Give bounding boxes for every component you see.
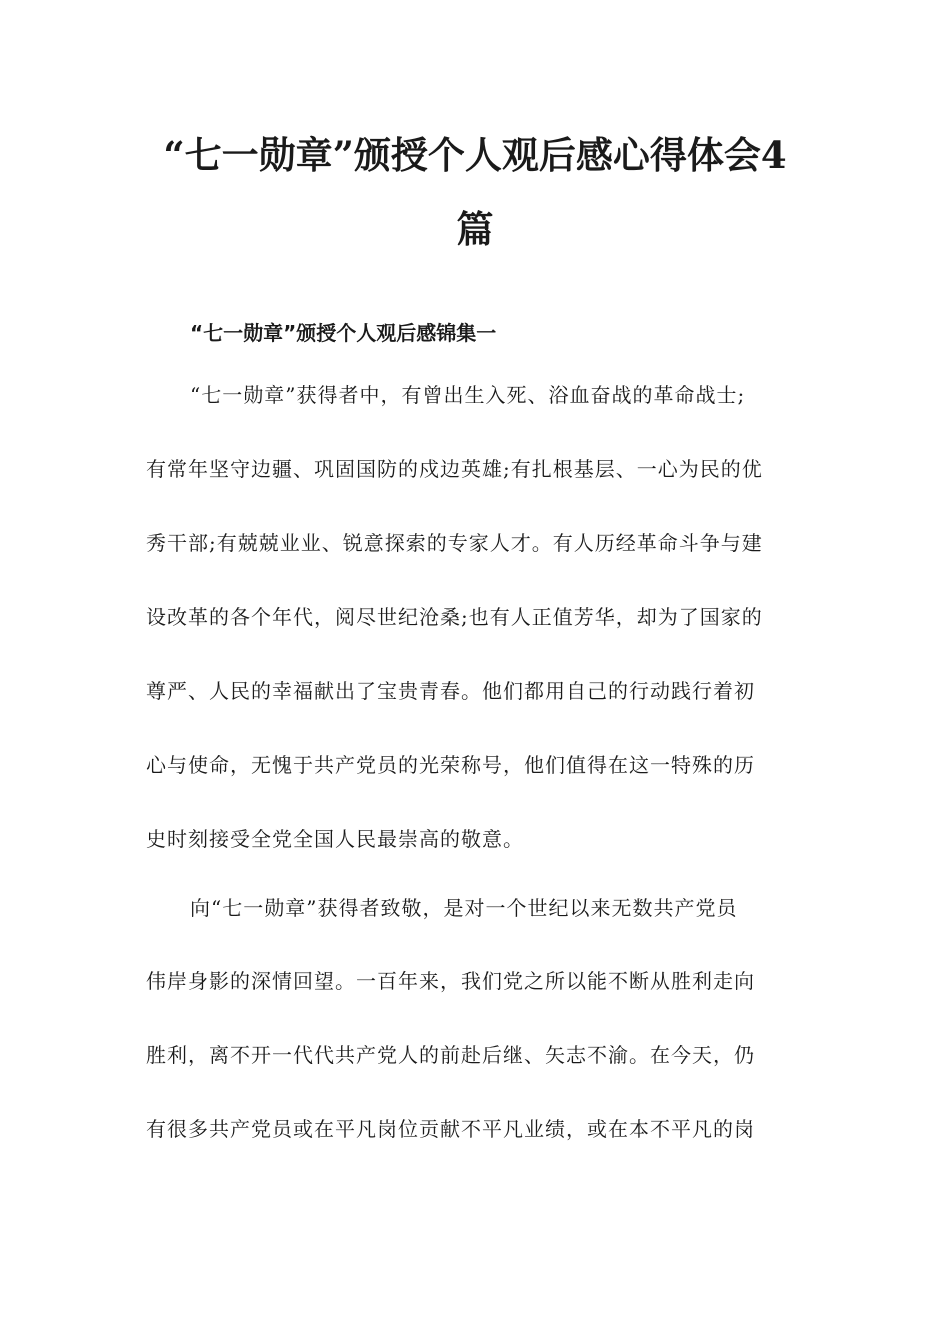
title-line-2: 篇 xyxy=(456,207,494,251)
paragraph-1-line: 有常年坚守边疆、巩固国防的戍边英雄;有扎根基层、一心为民的优 xyxy=(146,457,763,481)
paragraph-1-line: 尊严、人民的幸福献出了宝贵青春。他们都用自己的行动践行着初 xyxy=(146,679,755,703)
paragraph-1-line: 史时刻接受全党全国人民最崇高的敬意。 xyxy=(146,827,524,851)
paragraph-1-line: 心与使命，无愧于共产党员的光荣称号，他们值得在这一特殊的历 xyxy=(146,753,755,777)
section-heading: “七一勋章”颁授个人观后感锦集一 xyxy=(190,321,497,345)
paragraph-2-line: 胜利，离不开一代代共产党人的前赴后继、矢志不渝。在今天，仍 xyxy=(146,1043,755,1067)
paragraph-1-line: 秀干部;有兢兢业业、锐意探索的专家人才。有人历经革命斗争与建 xyxy=(146,531,763,555)
document-title xyxy=(140,118,810,266)
paragraph-1-line: 设改革的各个年代，阅尽世纪沧桑;也有人正值芳华，却为了国家的 xyxy=(146,605,763,629)
paragraph-1-line: “七一勋章”获得者中，有曾出生入死、浴血奋战的革命战士; xyxy=(190,383,746,407)
paragraph-2-line: 向“七一勋章”获得者致敬，是对一个世纪以来无数共产党员 xyxy=(190,896,738,920)
title-line-1: “七一勋章”颁授个人观后感心得体会4 xyxy=(163,133,787,177)
paragraph-2-line: 伟岸身影的深情回望。一百年来，我们党之所以能不断从胜利走向 xyxy=(146,969,755,993)
paragraph-2-line: 有很多共产党员或在平凡岗位贡献不平凡业绩，或在本不平凡的岗 xyxy=(146,1117,755,1141)
